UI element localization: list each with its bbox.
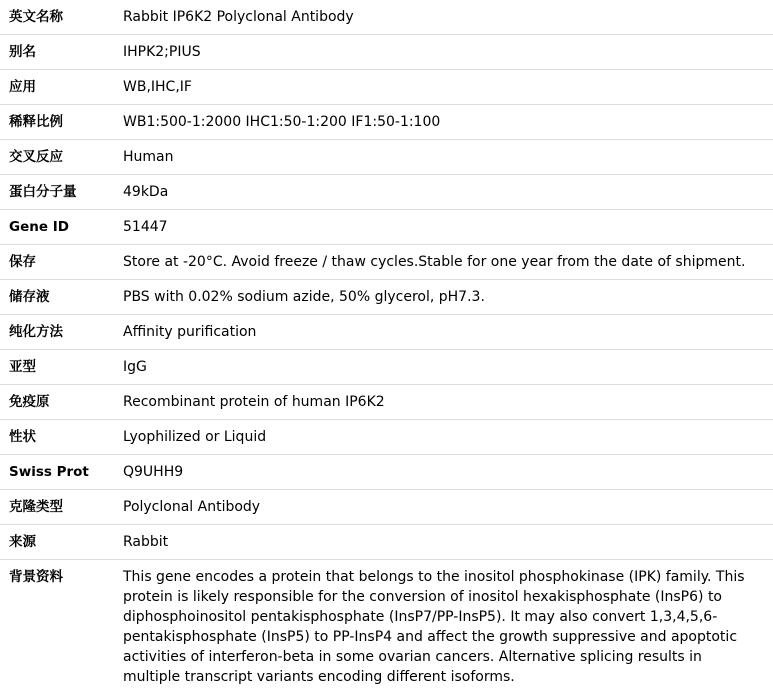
spec-row-english-name	[0, 0, 773, 35]
spec-row-background	[0, 560, 773, 688]
spec-value: 51447	[123, 210, 773, 245]
spec-value: PBS with 0.02% sodium azide, 50% glycerol, pH7.3.	[123, 280, 773, 315]
spec-row-purification	[0, 315, 773, 350]
spec-row-clonality	[0, 490, 773, 525]
spec-row-molecular-weight	[0, 175, 773, 210]
spec-row-isotype	[0, 350, 773, 385]
spec-value: 49kDa	[123, 175, 773, 210]
spec-value: IgG	[123, 350, 773, 385]
spec-row-storage	[0, 245, 773, 280]
spec-label: Swiss Prot	[0, 455, 123, 490]
spec-value: Affinity purification	[123, 315, 773, 350]
spec-row-buffer	[0, 280, 773, 315]
spec-label: 别名	[0, 35, 123, 70]
spec-value: This gene encodes a protein that belongs to the inositol phosphokinase (IPK) family. This protein is likely responsible for the conversion of inositol hexakisphosphate (InsP6) to diphosphoinositol pentakisphosphate (InsP7/PP-InsP5). It may also convert 1,3,4,5,6-pentakisphosphate (InsP5) to PP-InsP4 and affect the growth suppressive and apoptotic activities of interferon-beta in some ovarian cancers. Alternative splicing results in multiple transcript variants encoding different isoforms.	[123, 569, 745, 685]
spec-row-host	[0, 525, 773, 560]
spec-label: 稀释比例	[0, 105, 123, 140]
spec-value: Rabbit IP6K2 Polyclonal Antibody	[123, 0, 773, 35]
spec-label: 应用	[0, 70, 123, 105]
spec-label: 性状	[0, 420, 123, 455]
spec-row-alias	[0, 35, 773, 70]
spec-value: Store at -20°C. Avoid freeze / thaw cycles.Stable for one year from the date of shipment.	[123, 245, 773, 280]
spec-label: 克隆类型	[0, 490, 123, 525]
spec-label: 储存液	[0, 280, 123, 315]
spec-row-gene-id	[0, 210, 773, 245]
spec-row-dilution	[0, 105, 773, 140]
spec-label: 蛋白分子量	[0, 175, 123, 210]
spec-value: Recombinant protein of human IP6K2	[123, 385, 773, 420]
spec-value: WB,IHC,IF	[123, 70, 773, 105]
spec-value: Lyophilized or Liquid	[123, 420, 773, 455]
spec-value: Polyclonal Antibody	[123, 490, 773, 525]
spec-label: Gene ID	[0, 210, 123, 245]
spec-label: 亚型	[0, 350, 123, 385]
spec-value: IHPK2;PIUS	[123, 35, 773, 70]
spec-label: 英文名称	[0, 0, 123, 35]
spec-value: Q9UHH9	[123, 455, 773, 490]
spec-row-immunogen	[0, 385, 773, 420]
spec-label: 背景资料	[9, 569, 63, 585]
spec-label: 免疫原	[0, 385, 123, 420]
spec-row-application	[0, 70, 773, 105]
spec-label: 来源	[0, 525, 123, 560]
spec-row-form	[0, 420, 773, 455]
spec-label: 保存	[0, 245, 123, 280]
spec-row-swiss-prot	[0, 455, 773, 490]
spec-row-reactivity	[0, 140, 773, 175]
spec-label: 纯化方法	[0, 315, 123, 350]
spec-value: Rabbit	[123, 525, 773, 560]
spec-label: 交叉反应	[0, 140, 123, 175]
spec-value: Human	[123, 140, 773, 175]
spec-value: WB1:500-1:2000 IHC1:50-1:200 IF1:50-1:100	[123, 105, 773, 140]
